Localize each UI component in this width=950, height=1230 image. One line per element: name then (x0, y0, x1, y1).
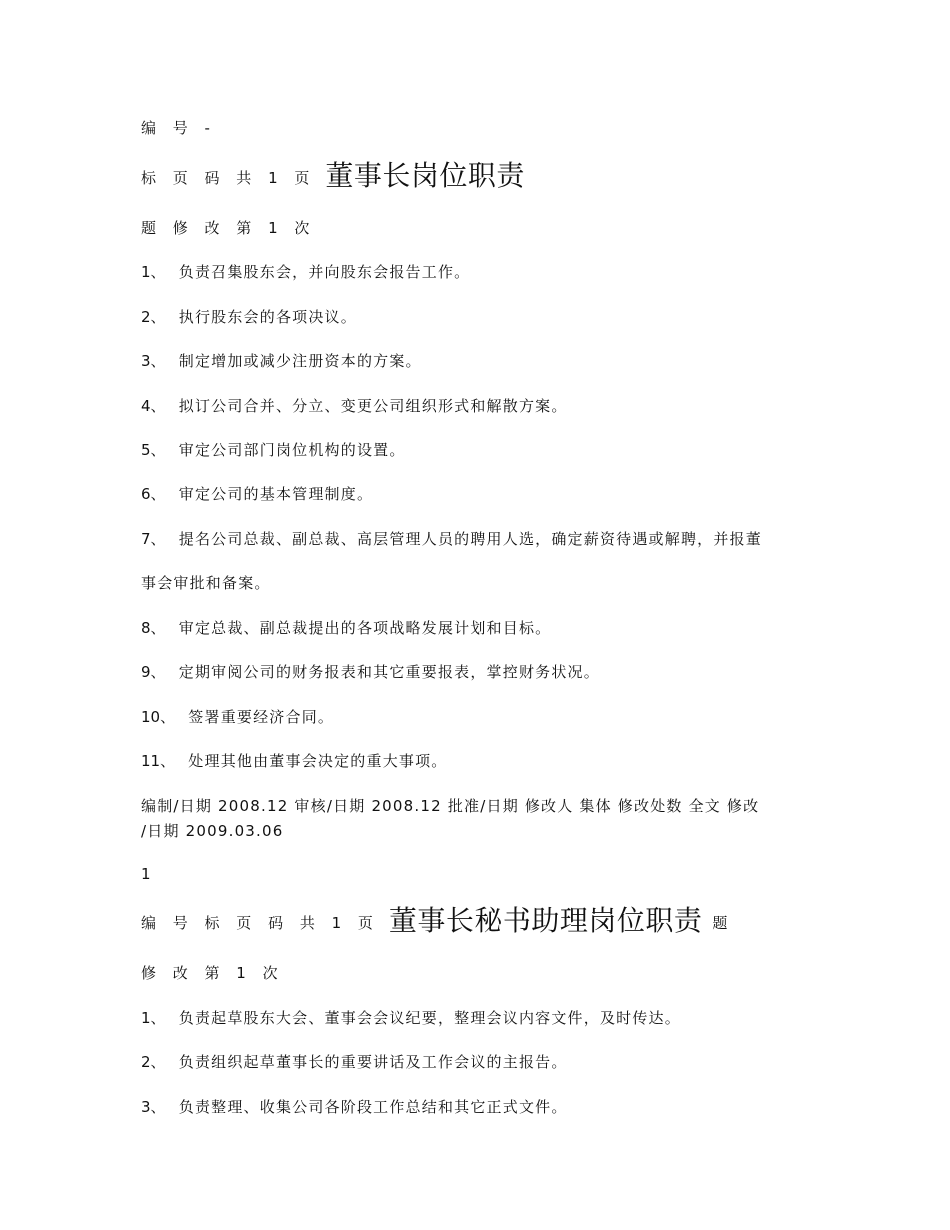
doc-number-label: 编 号 - (141, 119, 216, 137)
list-item (141, 662, 600, 682)
doc1-revision-line: 题 修 改 第 1 次 (141, 219, 316, 237)
doc2-title-suffix: 题 (712, 914, 734, 932)
doc1-header-prefix: 标 页 码 共 1 页 (141, 169, 316, 187)
item-number: 9 (141, 663, 151, 681)
item-separator: 、 (150, 263, 167, 281)
item-separator: 、 (160, 752, 177, 770)
item-number: 5 (141, 441, 151, 459)
item-separator: 、 (150, 1053, 167, 1071)
list-item (141, 618, 551, 638)
item-number: 4 (141, 397, 151, 415)
item-number: 2 (141, 308, 151, 326)
item-separator: 、 (150, 308, 167, 326)
item-separator: 、 (150, 485, 167, 503)
list-item (141, 1052, 568, 1072)
item-number: 7 (141, 530, 151, 548)
list-item (141, 1097, 568, 1117)
doc2-title-row (141, 904, 734, 937)
approval-line-continued: /日期 2009.03.06 (141, 822, 284, 840)
doc2-header-prefix: 编 号 标 页 码 共 1 页 (141, 914, 379, 932)
list-item (141, 262, 470, 282)
doc1-title-row (141, 159, 525, 192)
item-separator: 、 (150, 1009, 167, 1027)
list-item (141, 751, 448, 771)
list-item (141, 529, 762, 549)
item-number: 8 (141, 619, 151, 637)
item-number: 11 (141, 752, 161, 770)
item-number: 6 (141, 485, 151, 503)
item-separator: 、 (150, 352, 167, 370)
item-text: 处理其他由董事会决定的重大事项。 (188, 752, 448, 770)
item-separator: 、 (150, 619, 167, 637)
item-text: 执行股东会的各项决议。 (178, 308, 357, 326)
item-separator: 、 (150, 397, 167, 415)
item-text: 负责组织起草董事长的重要讲话及工作会议的主报告。 (178, 1053, 568, 1071)
item-separator: 、 (150, 663, 167, 681)
page-number: 1 (141, 865, 152, 883)
item-number: 1 (141, 263, 151, 281)
list-item (141, 396, 568, 416)
list-item (141, 440, 406, 460)
doc2-title: 董事长秘书助理岗位职责 (388, 904, 703, 937)
item-separator: 、 (150, 530, 167, 548)
doc1-title: 董事长岗位职责 (325, 159, 525, 192)
item-text: 负责召集股东会，并向股东会报告工作。 (178, 263, 471, 281)
item-separator: 、 (150, 441, 167, 459)
item-number: 3 (141, 352, 151, 370)
item-number: 10 (141, 708, 161, 726)
list-item (141, 351, 422, 371)
list-item-continuation: 事会审批和备案。 (141, 574, 271, 592)
item-text: 提名公司总裁、副总裁、高层管理人员的聘用人选，确定薪资待遇或解聘，并报董 (178, 530, 762, 548)
list-item (141, 307, 357, 327)
item-text: 审定总裁、副总裁提出的各项战略发展计划和目标。 (178, 619, 552, 637)
item-text: 定期审阅公司的财务报表和其它重要报表，掌控财务状况。 (178, 663, 600, 681)
doc2-revision-line: 修 改 第 1 次 (141, 964, 284, 982)
item-text: 审定公司的基本管理制度。 (178, 485, 374, 503)
item-separator: 、 (150, 1098, 167, 1116)
list-item (141, 484, 373, 504)
approval-line: 编制/日期 2008.12 审核/日期 2008.12 批准/日期 修改人 集体 修改处数 全文 修改 (141, 797, 760, 815)
item-number: 3 (141, 1098, 151, 1116)
list-item (141, 1008, 681, 1028)
document-page (141, 0, 821, 1230)
item-number: 1 (141, 1009, 151, 1027)
item-text: 负责整理、收集公司各阶段工作总结和其它正式文件。 (178, 1098, 568, 1116)
item-text: 签署重要经济合同。 (188, 708, 335, 726)
list-item (141, 707, 334, 727)
item-text: 制定增加或减少注册资本的方案。 (178, 352, 422, 370)
item-separator: 、 (160, 708, 177, 726)
item-text: 拟订公司合并、分立、变更公司组织形式和解散方案。 (178, 397, 568, 415)
item-number: 2 (141, 1053, 151, 1071)
item-text: 审定公司部门岗位机构的设置。 (178, 441, 406, 459)
item-text: 负责起草股东大会、董事会会议纪要，整理会议内容文件，及时传达。 (178, 1009, 681, 1027)
